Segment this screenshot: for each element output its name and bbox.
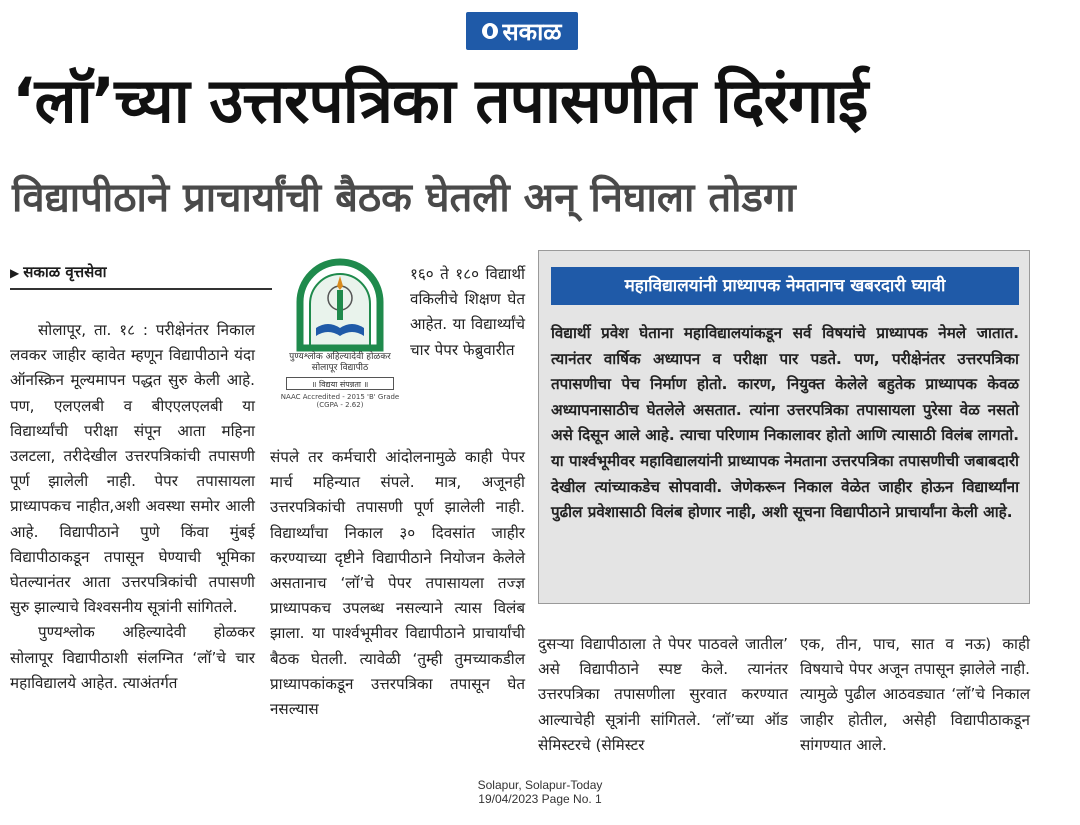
article-column-2-top xyxy=(410,262,525,363)
byline-text: सकाळ वृत्तसेवा xyxy=(23,263,107,281)
masthead-logo xyxy=(466,12,578,50)
university-name: पुण्यश्लोक अहिल्यादेवी होळकर सोलापूर विद्यापीठ xyxy=(289,352,391,373)
masthead-name: सकाळ xyxy=(502,17,562,46)
byline xyxy=(10,262,272,290)
footer-date-page: 19/04/2023 Page No. 1 xyxy=(478,792,602,806)
article-paragraph: एक, तीन, पाच, सात व नऊ) काही विषयाचे पेपर अजून तपासून झालेले नाही. त्यामुळे पुढील आठवड्यात ‘लॉ’चे निकाल जाहीर होतील, असेही विद्यापीठाकडून सांगण्यात आले. xyxy=(800,635,1030,754)
naac-accreditation: NAAC Accredited - 2015 'B' Grade (CGPA - 2.62) xyxy=(280,393,400,409)
headline: ‘लॉ’च्या उत्तरपत्रिका तपासणीत दिरंगाई xyxy=(12,64,868,137)
article-column-4 xyxy=(800,632,1030,758)
sidebar-box-title: महाविद्यालयांनी प्राध्यापक नेमतानाच खबरदारी घ्यावी xyxy=(551,267,1019,305)
article-paragraph: पुण्यश्लोक अहिल्यादेवी होळकर सोलापूर विद्यापीठाशी संलग्नित ‘लॉ’चे चार महाविद्यालये आहेत. त्याअंतर्गत xyxy=(10,623,255,692)
arrow-right-icon: ▶ xyxy=(10,266,20,280)
university-logo xyxy=(278,256,402,409)
article-column-3 xyxy=(538,632,788,758)
sakal-emblem-icon xyxy=(482,23,498,39)
sidebar-box-body: विद्यार्थी प्रवेश घेताना महाविद्यालयांकडून सर्व विषयांचे प्राध्यापक नेमले जातात. त्यानंतर वार्षिक अध्यापन व परीक्षा पार पडते. पण, परीक्षेनंतर उत्तरपत्रिका तपासणीचा पेच निर्माण होतो. कारण, नियुक्त केलेले बहुतेक प्राध्यापक केवळ अध्यापनासाठीच घेतलेले असतात. त्यांना उत्तरपत्रिका तपासायला पुरेसा वेळ नसतो असे दिसून आले आहे. त्याचा परिणाम निकालावर होतो आणि त्यासाठी विलंब लागतो. या पार्श्वभूमीवर महाविद्यालयांनी प्राध्यापक नेमताना उत्तरपत्रिका तपासणीची जबाबदारी देखील त्यांच्याकडेच सोपवावी. जेणेकरून निकाल वेळेत जाहीर होऊन विद्यार्थ्यांना पुढील प्रवेशासाठी विलंब होणार नाही, अशी सूचना विद्यापीठाने प्राचार्यांना केली आहे. xyxy=(551,324,1019,522)
article-column-2-bottom xyxy=(270,445,525,722)
page-footer xyxy=(380,778,700,806)
footer-edition: Solapur, Solapur-Today xyxy=(477,778,603,792)
article-paragraph: संपले तर कर्मचारी आंदोलनामुळे काही पेपर मार्च महिन्यात संपले. मात्र, अजूनही उत्तरपत्रिकांची तपासणी पूर्ण झालेली नाही. विद्यार्थ्यांचा निकाल ३० दिवसांत जाहीर करण्याच्या दृष्टीने विद्यापीठाने नियोजन केलेले असतानाच ‘लॉ’चे पेपर तपासायला तज्ज्ञ प्राध्यापकच उपलब्ध नसल्याने त्यास विलंब झाला. या पार्श्वभूमीवर विद्यापीठाने प्राचार्यांची बैठक घेतली. त्यावेळी ‘तुम्ही तुमच्याकडील प्राध्यापकांकडून उत्तरपत्रिका तपासून घेत नसल्यास xyxy=(270,448,525,719)
university-emblem-icon xyxy=(278,256,402,352)
subheadline: विद्यापीठाने प्राचार्यांची बैठक घेतली अन् निघाला तोडगा xyxy=(12,175,796,221)
sidebar-box xyxy=(538,250,1030,604)
article-paragraph: सोलापूर, ता. १८ : परीक्षेनंतर निकाल लवकर जाहीर व्हावेत म्हणून विद्यापीठाने यंदा ऑनस्क्रिन मूल्यमापन पद्धत सुरु केली आहे. पण, एलएलबी व बीएएलएलबी या विद्यार्थ्यांची परीक्षा संपून आता महिना उलटला, तरीदेखील उत्तरपत्रिकांची तपासणी पूर्ण झालेली नाही. पेपर तपासायला प्राध्यापकच नाहीत,अशी अवस्था समोर आली आहे. विद्यापीठाने पुणे किंवा मुंबई विद्यापीठाकडून तपासून घेण्याची भूमिका घेतल्यानंतर आता उत्तरपत्रिकांची तपासणी सुरु झाल्याचे विश्वसनीय सूत्रांनी सांगितले. xyxy=(10,321,255,617)
article-column-1 xyxy=(10,318,255,696)
article-paragraph: दुसऱ्या विद्यापीठाला ते पेपर पाठवले जातील’ असे विद्यापीठाने स्पष्ट केले. त्यानंतर उत्तरपत्रिका तपासणीला सुरवात करण्यात आल्याचेही सूत्रांनी सांगितले. ‘लॉ’च्या ऑड सेमिस्टरचे (सेमिस्टर xyxy=(538,635,788,754)
article-paragraph: १६० ते १८० विद्यार्थी वकिलीचे शिक्षण घेत आहेत. या विद्यार्थ्यांचे चार पेपर फेब्रुवारीत xyxy=(410,265,525,359)
university-motto: ॥ विद्यया संपन्नता ॥ xyxy=(286,377,394,390)
